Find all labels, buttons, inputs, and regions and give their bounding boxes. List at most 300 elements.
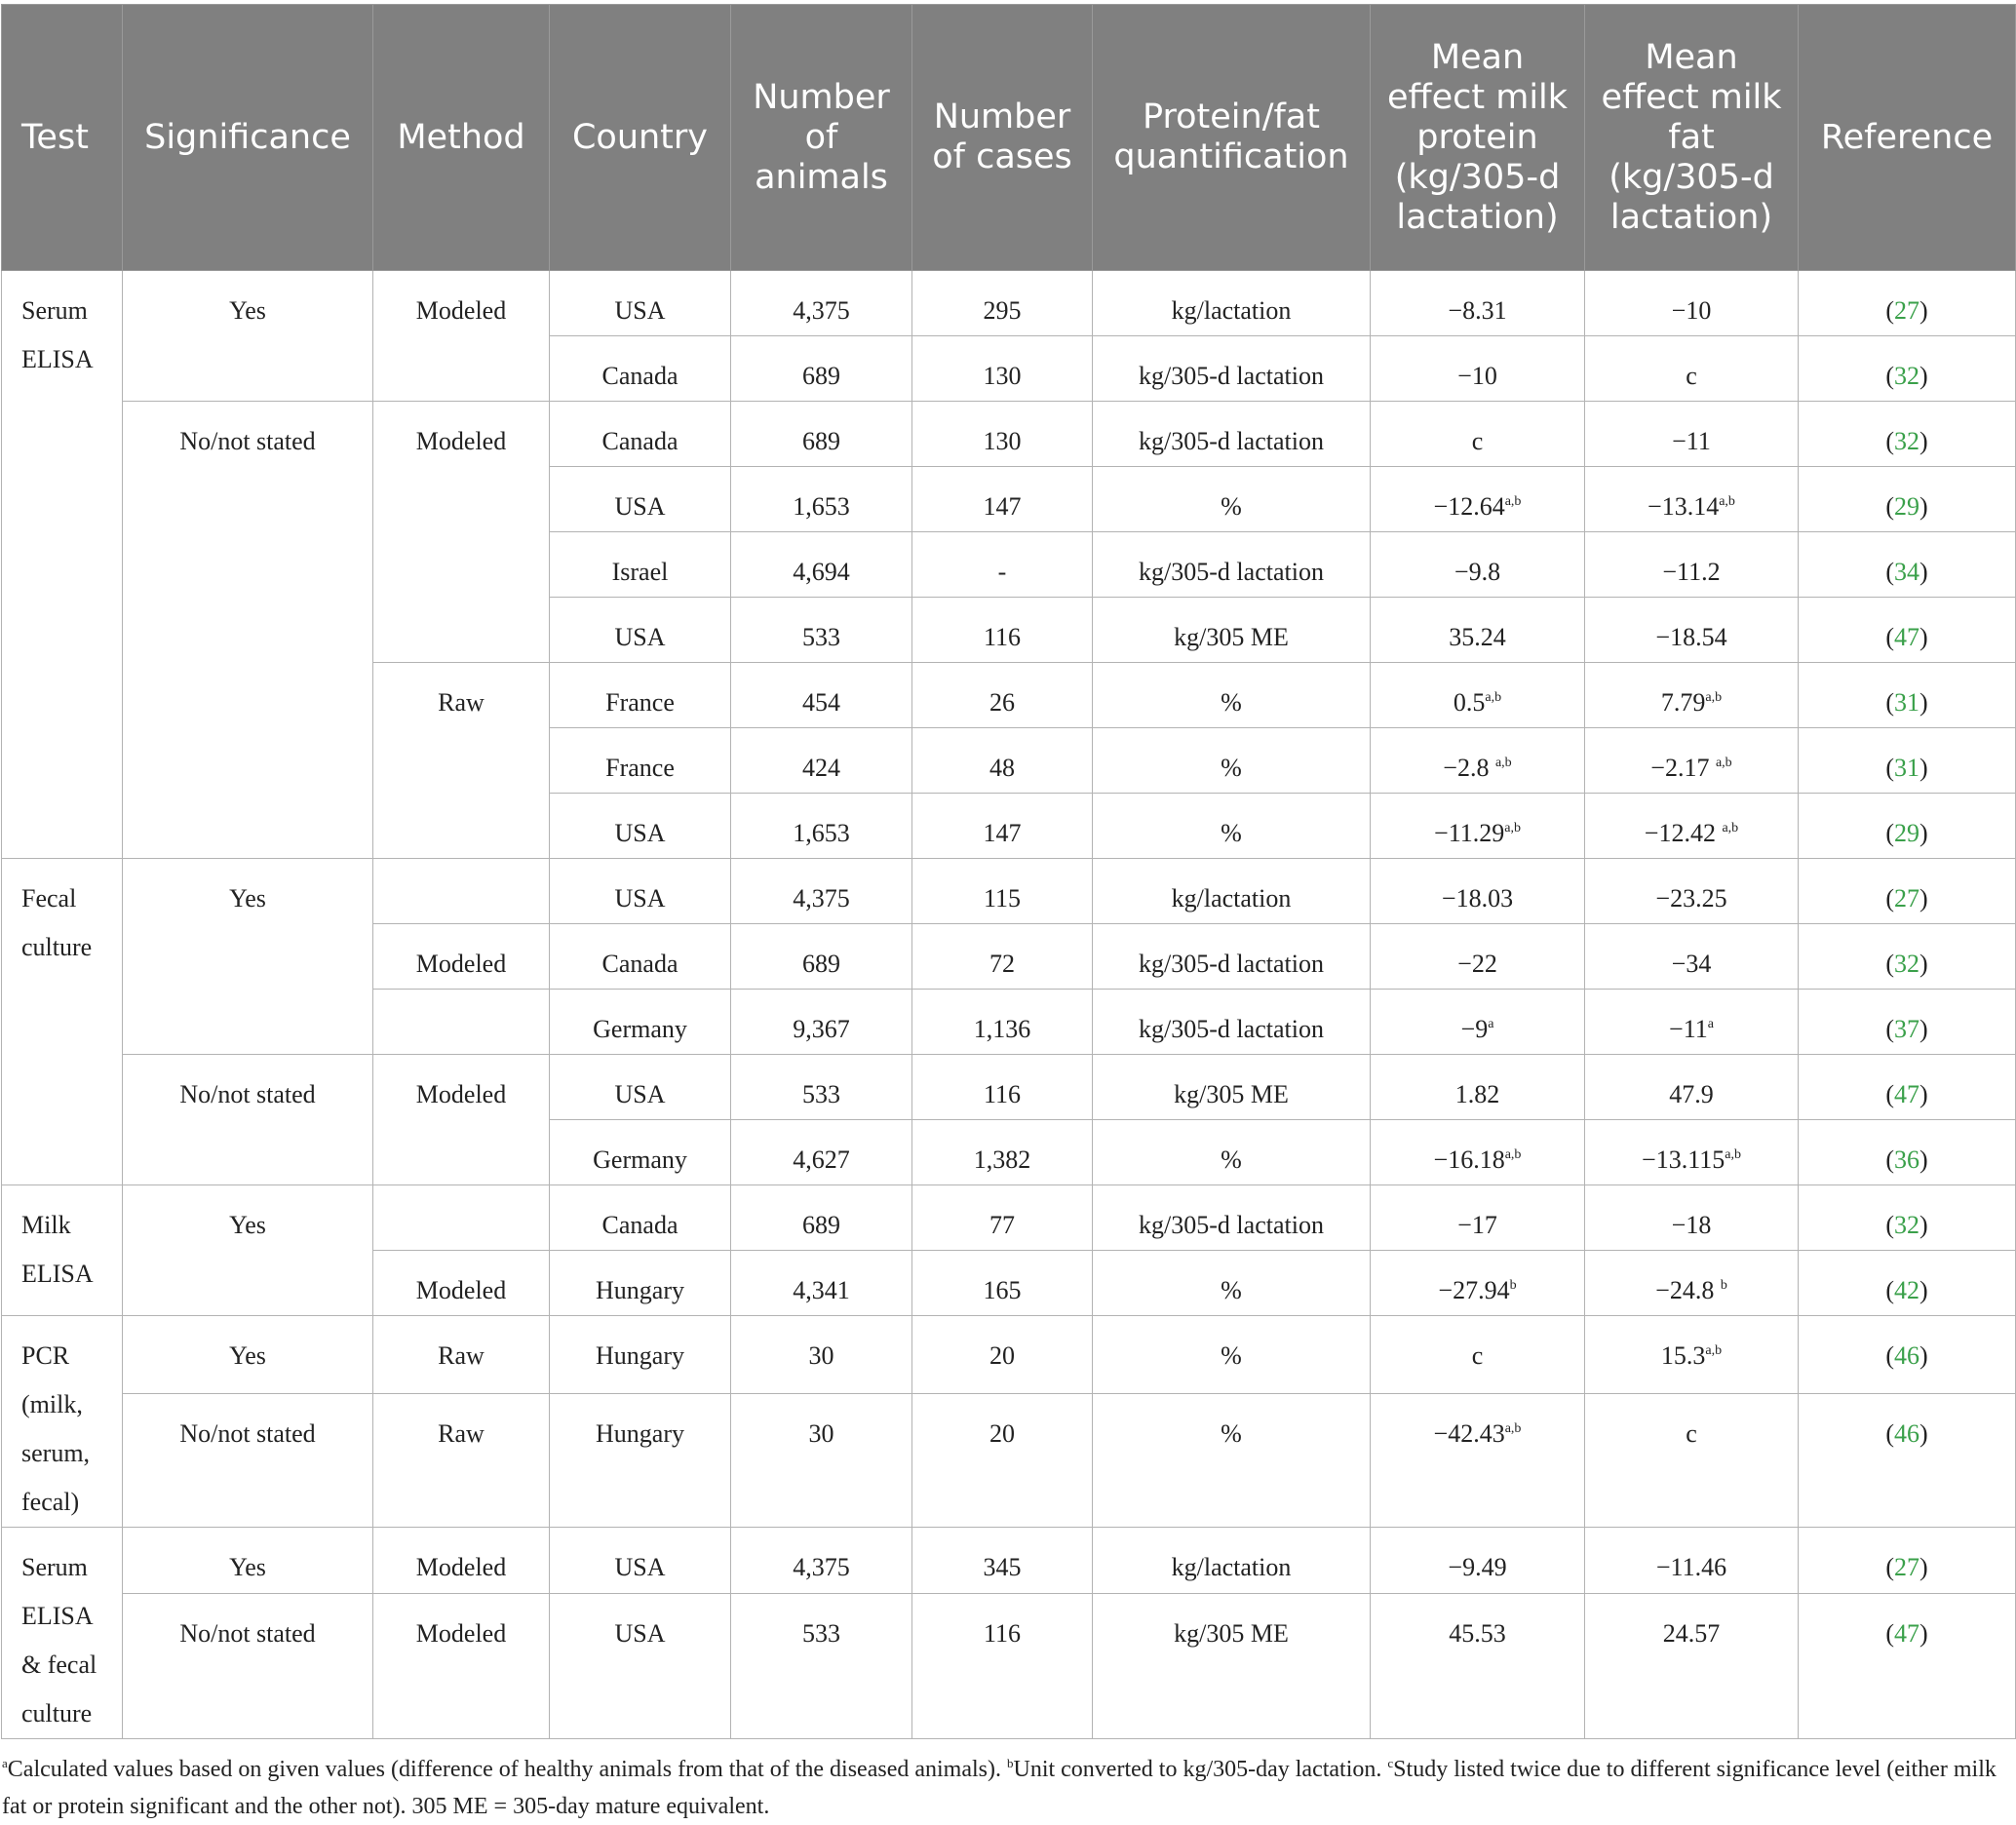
reference-cell — [1799, 1316, 2016, 1394]
number-of-cases-cell: 116 — [912, 1593, 1093, 1738]
quantification-cell: kg/lactation — [1093, 271, 1371, 336]
quantification-cell: % — [1093, 467, 1371, 532]
country-cell: Canada — [550, 336, 731, 402]
significance-cell: No/not stated — [123, 402, 373, 859]
significance-cell: No/not stated — [123, 1593, 373, 1738]
fat-effect-cell — [1585, 859, 1799, 924]
fat-effect-cell — [1585, 467, 1799, 532]
protein-effect-value: −12.64 — [1433, 492, 1505, 521]
footnote-a-text: Calculated values based on given values (difference of healthy animals from that of the diseased animals). — [7, 1757, 1007, 1782]
number-of-animals-cell: 424 — [731, 728, 912, 794]
method-cell: Modeled — [373, 924, 550, 990]
reference-cell — [1799, 728, 2016, 794]
protein-effect-value: −42.43 — [1433, 1419, 1505, 1449]
country-cell: Canada — [550, 1185, 731, 1251]
reference-paren-open: ( — [1885, 296, 1894, 325]
reference-link[interactable]: 46 — [1894, 1419, 1919, 1449]
reference-paren-open: ( — [1885, 362, 1894, 390]
number-of-cases-cell: 48 — [912, 728, 1093, 794]
significance-cell: Yes — [123, 1316, 373, 1394]
footnote-superscript: b — [1720, 1278, 1727, 1293]
protein-effect-cell — [1371, 271, 1585, 336]
protein-effect-cell — [1371, 663, 1585, 728]
fat-effect-cell — [1585, 990, 1799, 1055]
protein-effect-cell — [1371, 859, 1585, 924]
fat-effect-cell — [1585, 1593, 1799, 1738]
quantification-cell: % — [1093, 663, 1371, 728]
table-row — [2, 1528, 2016, 1594]
header-row — [2, 5, 2016, 271]
reference-paren-open: ( — [1885, 1276, 1894, 1304]
method-cell: Modeled — [373, 271, 550, 402]
number-of-animals-cell: 533 — [731, 598, 912, 663]
reference-paren-open: ( — [1885, 754, 1894, 782]
country-cell: Hungary — [550, 1394, 731, 1528]
country-cell: USA — [550, 1593, 731, 1738]
protein-effect-cell — [1371, 728, 1585, 794]
fat-effect-value: −11 — [1669, 1015, 1708, 1043]
reference-paren-close: ) — [1919, 1080, 1928, 1108]
reference-cell — [1799, 532, 2016, 598]
reference-link[interactable]: 34 — [1894, 558, 1919, 586]
quantification-cell: % — [1093, 1251, 1371, 1316]
reference-cell — [1799, 467, 2016, 532]
reference-paren-close: ) — [1919, 296, 1928, 325]
fat-effect-value: −2.17 — [1650, 754, 1716, 782]
quantification-cell: kg/305-d lactation — [1093, 924, 1371, 990]
number-of-animals-cell: 1,653 — [731, 794, 912, 859]
reference-link[interactable]: 27 — [1894, 296, 1919, 325]
protein-effect-cell — [1371, 1120, 1585, 1185]
footnote-superscript: a,b — [1485, 690, 1502, 705]
reference-cell — [1799, 336, 2016, 402]
reference-link[interactable]: 32 — [1894, 362, 1919, 390]
reference-paren-close: ) — [1919, 1341, 1928, 1370]
number-of-cases-cell: - — [912, 532, 1093, 598]
quantification-cell: kg/305-d lactation — [1093, 990, 1371, 1055]
reference-paren-close: ) — [1919, 819, 1928, 847]
number-of-animals-cell: 4,694 — [731, 532, 912, 598]
protein-effect-value: −9 — [1460, 1015, 1489, 1043]
number-of-animals-cell: 4,375 — [731, 859, 912, 924]
footnote-superscript: a — [1707, 1017, 1714, 1031]
reference-link[interactable]: 27 — [1894, 1553, 1919, 1581]
reference-cell — [1799, 859, 2016, 924]
header-reference: Reference — [1799, 5, 2016, 271]
method-cell: Modeled — [373, 1251, 550, 1316]
number-of-animals-cell: 9,367 — [731, 990, 912, 1055]
fat-effect-cell — [1585, 532, 1799, 598]
footnote-c-text: Study listed twice due to different significance level (either milk fat or protein significant and the other not). 305 ME = 305-day mature equivalent. — [2, 1757, 1997, 1819]
reference-paren-close: ) — [1919, 1015, 1928, 1043]
fat-effect-value: −24.8 — [1655, 1276, 1721, 1304]
protein-effect-cell — [1371, 467, 1585, 532]
reference-paren-close: ) — [1919, 1419, 1928, 1449]
fat-effect-value: c — [1686, 1419, 1697, 1449]
reference-paren-open: ( — [1885, 1080, 1894, 1108]
number-of-cases-cell: 147 — [912, 794, 1093, 859]
reference-paren-close: ) — [1919, 1618, 1928, 1648]
reference-link[interactable]: 32 — [1894, 1211, 1919, 1239]
significance-cell: Yes — [123, 271, 373, 402]
test-cell: Fecal culture — [2, 859, 123, 1185]
quantification-cell: % — [1093, 1120, 1371, 1185]
table-footnote — [0, 1739, 2014, 1825]
fat-effect-value: −11.46 — [1655, 1553, 1727, 1581]
reference-link[interactable]: 32 — [1894, 427, 1919, 455]
table-row — [2, 1394, 2016, 1528]
protein-effect-cell — [1371, 990, 1585, 1055]
method-cell: Modeled — [373, 1055, 550, 1185]
protein-effect-cell — [1371, 1528, 1585, 1594]
reference-paren-close: ) — [1919, 688, 1928, 717]
protein-effect-cell — [1371, 1394, 1585, 1528]
protein-effect-value: −17 — [1457, 1211, 1497, 1239]
number-of-cases-cell: 20 — [912, 1394, 1093, 1528]
reference-paren-open: ( — [1885, 819, 1894, 847]
number-of-cases-cell: 295 — [912, 271, 1093, 336]
reference-paren-close: ) — [1919, 754, 1928, 782]
reference-link[interactable]: 37 — [1894, 1015, 1919, 1043]
protein-effect-cell — [1371, 1251, 1585, 1316]
significance-cell: Yes — [123, 859, 373, 1055]
quantification-cell: kg/305-d lactation — [1093, 532, 1371, 598]
header-method: Method — [373, 5, 550, 271]
fat-effect-value: 15.3 — [1660, 1341, 1706, 1370]
protein-effect-value: −8.31 — [1448, 296, 1507, 325]
number-of-animals-cell: 689 — [731, 1185, 912, 1251]
reference-link[interactable]: 47 — [1894, 1080, 1919, 1108]
reference-link[interactable]: 27 — [1894, 884, 1919, 912]
header-number-of-animals: Number of animals — [731, 5, 912, 271]
test-cell: PCR (milk, serum, fecal) — [2, 1316, 123, 1528]
protein-effect-cell — [1371, 1593, 1585, 1738]
country-cell: USA — [550, 598, 731, 663]
footnote-superscript: a,b — [1504, 1147, 1522, 1162]
method-cell: Modeled — [373, 1593, 550, 1738]
reference-cell — [1799, 924, 2016, 990]
reference-cell — [1799, 1394, 2016, 1528]
country-cell: USA — [550, 859, 731, 924]
fat-effect-value: −18.54 — [1655, 623, 1727, 651]
quantification-cell: kg/lactation — [1093, 1528, 1371, 1594]
country-cell: Germany — [550, 990, 731, 1055]
reference-paren-open: ( — [1885, 950, 1894, 978]
reference-paren-open: ( — [1885, 1553, 1894, 1581]
fat-effect-value: −10 — [1671, 296, 1712, 325]
reference-cell — [1799, 990, 2016, 1055]
reference-paren-open: ( — [1885, 884, 1894, 912]
fat-effect-cell — [1585, 794, 1799, 859]
table-row — [2, 1185, 2016, 1251]
quantification-cell: kg/305 ME — [1093, 598, 1371, 663]
quantification-cell: % — [1093, 1394, 1371, 1528]
header-significance: Significance — [123, 5, 373, 271]
reference-link[interactable]: 46 — [1894, 1341, 1919, 1370]
method-cell: Modeled — [373, 402, 550, 663]
protein-effect-value: −16.18 — [1433, 1145, 1505, 1174]
number-of-animals-cell: 4,375 — [731, 271, 912, 336]
footnote-superscript: a,b — [1725, 1147, 1741, 1162]
reference-paren-open: ( — [1885, 623, 1894, 651]
reference-paren-close: ) — [1919, 1211, 1928, 1239]
fat-effect-cell — [1585, 271, 1799, 336]
fat-effect-value: c — [1686, 362, 1697, 390]
number-of-animals-cell: 30 — [731, 1316, 912, 1394]
quantification-cell: kg/305-d lactation — [1093, 336, 1371, 402]
fat-effect-cell — [1585, 402, 1799, 467]
table-row — [2, 859, 2016, 924]
footnote-superscript: a,b — [1719, 494, 1735, 509]
number-of-cases-cell: 116 — [912, 598, 1093, 663]
number-of-animals-cell: 4,375 — [731, 1528, 912, 1594]
footnote-superscript: a,b — [1504, 821, 1521, 835]
fat-effect-value: −13.115 — [1642, 1145, 1725, 1174]
protein-effect-value: c — [1471, 1341, 1484, 1370]
footnote-superscript: a,b — [1494, 756, 1512, 770]
fat-effect-cell — [1585, 728, 1799, 794]
protein-effect-value: −9.49 — [1448, 1553, 1507, 1581]
footnote-superscript: b — [1509, 1278, 1517, 1293]
table-row — [2, 271, 2016, 336]
fat-effect-value: −11 — [1672, 427, 1711, 455]
number-of-cases-cell: 20 — [912, 1316, 1093, 1394]
table-row — [2, 1055, 2016, 1120]
number-of-cases-cell: 115 — [912, 859, 1093, 924]
number-of-animals-cell: 4,627 — [731, 1120, 912, 1185]
reference-link[interactable]: 29 — [1894, 819, 1919, 847]
country-cell: France — [550, 728, 731, 794]
country-cell: USA — [550, 794, 731, 859]
reference-paren-open: ( — [1885, 427, 1894, 455]
protein-effect-value: −11.29 — [1434, 819, 1505, 847]
footnote-superscript: a — [1488, 1017, 1494, 1031]
reference-cell — [1799, 1120, 2016, 1185]
significance-cell: No/not stated — [123, 1055, 373, 1185]
quantification-cell: kg/lactation — [1093, 859, 1371, 924]
country-cell: France — [550, 663, 731, 728]
test-cell: Milk ELISA — [2, 1185, 123, 1316]
country-cell: Canada — [550, 402, 731, 467]
protein-effect-value: 35.24 — [1449, 623, 1506, 651]
reference-paren-close: ) — [1919, 1553, 1928, 1581]
number-of-cases-cell: 1,382 — [912, 1120, 1093, 1185]
reference-cell — [1799, 402, 2016, 467]
fat-effect-cell — [1585, 924, 1799, 990]
fat-effect-value: 24.57 — [1662, 1618, 1721, 1648]
reference-cell — [1799, 1528, 2016, 1594]
fat-effect-value: 7.79 — [1660, 688, 1706, 717]
reference-cell — [1799, 794, 2016, 859]
country-cell: Israel — [550, 532, 731, 598]
header-country: Country — [550, 5, 731, 271]
reference-cell — [1799, 1055, 2016, 1120]
number-of-cases-cell: 72 — [912, 924, 1093, 990]
fat-effect-value: −18 — [1671, 1211, 1712, 1239]
table-body — [2, 271, 2016, 1739]
reference-cell — [1799, 1251, 2016, 1316]
quantification-cell: % — [1093, 794, 1371, 859]
protein-effect-cell — [1371, 1185, 1585, 1251]
reference-paren-close: ) — [1919, 558, 1928, 586]
fat-effect-cell — [1585, 663, 1799, 728]
quantification-cell: kg/305 ME — [1093, 1593, 1371, 1738]
protein-effect-cell — [1371, 532, 1585, 598]
reference-link[interactable]: 29 — [1894, 492, 1919, 521]
fat-effect-cell — [1585, 598, 1799, 663]
protein-effect-value: c — [1471, 427, 1484, 455]
protein-effect-value: −2.8 — [1443, 754, 1495, 782]
method-cell — [373, 990, 550, 1055]
quantification-cell: kg/305-d lactation — [1093, 402, 1371, 467]
reference-paren-close: ) — [1919, 950, 1928, 978]
number-of-animals-cell: 689 — [731, 402, 912, 467]
reference-link[interactable]: 31 — [1894, 754, 1919, 782]
footnote-superscript: a,b — [1504, 494, 1522, 509]
country-cell: USA — [550, 271, 731, 336]
reference-cell — [1799, 663, 2016, 728]
country-cell: Hungary — [550, 1316, 731, 1394]
quantification-cell: kg/305-d lactation — [1093, 1185, 1371, 1251]
footnote-superscript: a,b — [1705, 690, 1723, 705]
header-quantification: Protein/fat quantification — [1093, 5, 1371, 271]
fat-effect-value: −23.25 — [1655, 884, 1727, 912]
reference-paren-open: ( — [1885, 1211, 1894, 1239]
fat-effect-cell — [1585, 1528, 1799, 1594]
protein-effect-value: −22 — [1457, 950, 1497, 978]
reference-paren-open: ( — [1885, 1618, 1894, 1648]
reference-paren-close: ) — [1919, 1145, 1928, 1174]
number-of-animals-cell: 454 — [731, 663, 912, 728]
footnote-superscript: a,b — [1504, 1421, 1522, 1437]
reference-paren-close: ) — [1919, 427, 1928, 455]
fat-effect-cell — [1585, 336, 1799, 402]
number-of-cases-cell: 165 — [912, 1251, 1093, 1316]
method-cell: Raw — [373, 1316, 550, 1394]
number-of-animals-cell: 4,341 — [731, 1251, 912, 1316]
fat-effect-value: 47.9 — [1669, 1080, 1714, 1108]
reference-link[interactable]: 36 — [1894, 1145, 1919, 1174]
number-of-animals-cell: 30 — [731, 1394, 912, 1528]
method-cell — [373, 1185, 550, 1251]
reference-link[interactable]: 47 — [1894, 1618, 1919, 1648]
protein-effect-value: 45.53 — [1449, 1618, 1506, 1648]
number-of-cases-cell: 147 — [912, 467, 1093, 532]
reference-paren-open: ( — [1885, 1145, 1894, 1174]
fat-effect-value: −11.2 — [1662, 558, 1721, 586]
number-of-animals-cell: 1,653 — [731, 467, 912, 532]
quantification-cell: kg/305 ME — [1093, 1055, 1371, 1120]
footnote-superscript: a,b — [1722, 821, 1739, 835]
reference-cell — [1799, 1185, 2016, 1251]
protein-effect-value: −27.94 — [1438, 1276, 1510, 1304]
number-of-cases-cell: 345 — [912, 1528, 1093, 1594]
protein-effect-value: 1.82 — [1454, 1080, 1500, 1108]
reference-paren-open: ( — [1885, 492, 1894, 521]
table-row — [2, 1316, 2016, 1394]
reference-paren-open: ( — [1885, 688, 1894, 717]
table-row — [2, 402, 2016, 467]
country-cell: Germany — [550, 1120, 731, 1185]
footnote-superscript: a,b — [1705, 1343, 1723, 1358]
reference-paren-close: ) — [1919, 884, 1928, 912]
data-table — [1, 4, 2016, 1739]
quantification-cell: % — [1093, 1316, 1371, 1394]
number-of-cases-cell: 26 — [912, 663, 1093, 728]
reference-cell — [1799, 598, 2016, 663]
significance-cell: Yes — [123, 1185, 373, 1316]
quantification-cell: % — [1093, 728, 1371, 794]
table-container — [0, 4, 2016, 1825]
protein-effect-cell — [1371, 598, 1585, 663]
fat-effect-cell — [1585, 1394, 1799, 1528]
method-cell — [373, 859, 550, 924]
protein-effect-cell — [1371, 402, 1585, 467]
country-cell: USA — [550, 467, 731, 532]
reference-paren-open: ( — [1885, 1341, 1894, 1370]
method-cell: Raw — [373, 1394, 550, 1528]
fat-effect-cell — [1585, 1055, 1799, 1120]
reference-paren-close: ) — [1919, 362, 1928, 390]
header-number-of-cases: Number of cases — [912, 5, 1093, 271]
reference-paren-close: ) — [1919, 492, 1928, 521]
number-of-animals-cell: 533 — [731, 1055, 912, 1120]
header-test: Test — [2, 5, 123, 271]
number-of-animals-cell: 689 — [731, 336, 912, 402]
table-row — [2, 1593, 2016, 1738]
test-cell: Serum ELISA — [2, 271, 123, 859]
number-of-cases-cell: 116 — [912, 1055, 1093, 1120]
reference-cell — [1799, 1593, 2016, 1738]
footnote-mark-b: b — [1006, 1756, 1014, 1770]
fat-effect-value: −12.42 — [1644, 819, 1723, 847]
country-cell: USA — [550, 1055, 731, 1120]
method-cell: Modeled — [373, 1528, 550, 1594]
reference-link[interactable]: 31 — [1894, 688, 1919, 717]
protein-effect-cell — [1371, 336, 1585, 402]
fat-effect-cell — [1585, 1316, 1799, 1394]
footnote-mark-a: a — [2, 1756, 8, 1770]
reference-link[interactable]: 32 — [1894, 950, 1919, 978]
country-cell: USA — [550, 1528, 731, 1594]
significance-cell: Yes — [123, 1528, 373, 1594]
footnote-superscript: a,b — [1715, 756, 1732, 770]
footnote-b-text: Unit converted to kg/305-day lactation. — [1013, 1757, 1388, 1782]
fat-effect-cell — [1585, 1185, 1799, 1251]
fat-effect-value: −13.14 — [1648, 492, 1720, 521]
protein-effect-value: 0.5 — [1453, 688, 1486, 717]
country-cell: Canada — [550, 924, 731, 990]
protein-effect-cell — [1371, 1316, 1585, 1394]
reference-paren-open: ( — [1885, 558, 1894, 586]
number-of-cases-cell: 77 — [912, 1185, 1093, 1251]
fat-effect-value: −34 — [1671, 950, 1712, 978]
reference-paren-open: ( — [1885, 1015, 1894, 1043]
method-cell: Raw — [373, 663, 550, 859]
number-of-animals-cell: 533 — [731, 1593, 912, 1738]
reference-link[interactable]: 42 — [1894, 1276, 1919, 1304]
reference-link[interactable]: 47 — [1894, 623, 1919, 651]
header-mean-effect-fat: Mean effect milk fat (kg/305-d lactation) — [1585, 5, 1799, 271]
header-mean-effect-protein: Mean effect milk protein (kg/305-d lactation) — [1371, 5, 1585, 271]
protein-effect-cell — [1371, 794, 1585, 859]
protein-effect-value: −9.8 — [1454, 558, 1501, 586]
number-of-cases-cell: 1,136 — [912, 990, 1093, 1055]
reference-paren-close: ) — [1919, 623, 1928, 651]
fat-effect-cell — [1585, 1251, 1799, 1316]
protein-effect-cell — [1371, 924, 1585, 990]
protein-effect-cell — [1371, 1055, 1585, 1120]
